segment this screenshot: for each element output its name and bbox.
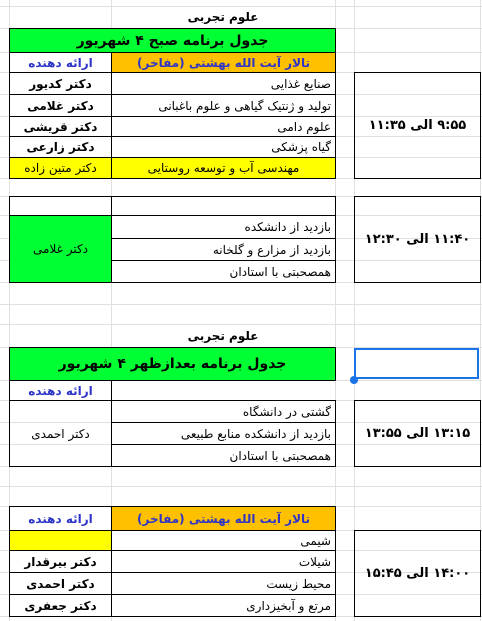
section1-title[interactable]: جدول برنامه صبح ۴ شهریور [9, 28, 336, 53]
section2-activity-2[interactable]: بازدید از مزارع و گلخانه [111, 238, 336, 261]
section3-presenter[interactable]: دکتر احمدی [9, 400, 112, 467]
section4-presenter-4[interactable]: دکتر جعفری [9, 594, 112, 617]
section1-venue[interactable]: تالار آیت الله بهشتی (مفاخر) [111, 52, 336, 73]
section2-time[interactable]: ۱۱:۴۰ الی ۱۲:۳۰ [354, 196, 481, 283]
section1-presenter-4[interactable]: دکتر زارعی [9, 136, 112, 158]
section3-presenter-header[interactable]: ارائه دهنده [9, 380, 112, 401]
section4-time[interactable]: ۱۴:۰۰ الی ۱۵:۴۵ [354, 530, 481, 617]
section4-presenter-header[interactable]: ارائه دهنده [9, 506, 112, 531]
section1-topic-2[interactable]: تولید و ژنتیک گیاهی و علوم باغبانی [111, 94, 336, 117]
section3-activity-3[interactable]: همصحبتی با استادان [111, 444, 336, 467]
section2-presenter[interactable]: دکتر غلامی [9, 215, 112, 283]
section1-topic-1[interactable]: صنایع غذایی [111, 72, 336, 95]
section1-topic-4[interactable]: گیاه پزشکی [111, 136, 336, 158]
section3-title[interactable]: جدول برنامه بعدازظهر ۴ شهریور [9, 347, 336, 381]
section4-topic-4[interactable]: مرتع و آبخیزداری [111, 594, 336, 617]
section2-empty-cell[interactable] [111, 196, 336, 216]
section3-activity-1[interactable]: گشتی در دانشگاه [111, 400, 336, 423]
section4-presenter-1[interactable] [9, 530, 112, 551]
section4-presenter-2[interactable]: دکتر بیرقدار [9, 550, 112, 573]
section1-topic-5[interactable]: مهندسی آب و توسعه روستایی [111, 157, 336, 179]
section1-presenter-header[interactable]: ارائه دهنده [9, 52, 112, 73]
section1-presenter-1[interactable]: دکتر کدیور [9, 72, 112, 95]
section4-topic-3[interactable]: محیط زیست [111, 572, 336, 595]
section1-field-label[interactable]: علوم تجربی [187, 10, 259, 24]
section4-presenter-3[interactable]: دکتر احمدی [9, 572, 112, 595]
section3-activity-2[interactable]: بازدید از دانشکده منابع طبیعی [111, 422, 336, 445]
section1-time[interactable]: ۹:۵۵ الی ۱۱:۳۵ [354, 72, 481, 179]
section2-empty-presenter-cell[interactable] [9, 196, 112, 216]
section2-activity-1[interactable]: بازدید از دانشکده [111, 215, 336, 239]
section1-presenter-3[interactable]: دکتر قریشی [9, 116, 112, 137]
section1-presenter-2[interactable]: دکتر غلامی [9, 94, 112, 117]
selected-cell[interactable] [354, 348, 479, 379]
section3-field-label[interactable]: علوم تجربی [187, 328, 259, 343]
section4-venue[interactable]: تالار آیت الله بهشتی (مفاخر) [111, 506, 336, 531]
section2-activity-3[interactable]: همصحبتی با استادان [111, 260, 336, 283]
section1-topic-3[interactable]: علوم دامی [111, 116, 336, 137]
fill-handle[interactable] [350, 376, 358, 384]
section4-topic-1[interactable]: شیمی [111, 530, 336, 551]
section4-topic-2[interactable]: شیلات [111, 550, 336, 573]
section3-time[interactable]: ۱۳:۱۵ الی ۱۳:۵۵ [354, 400, 481, 467]
section1-presenter-5[interactable]: دکتر متین زاده [9, 157, 112, 179]
